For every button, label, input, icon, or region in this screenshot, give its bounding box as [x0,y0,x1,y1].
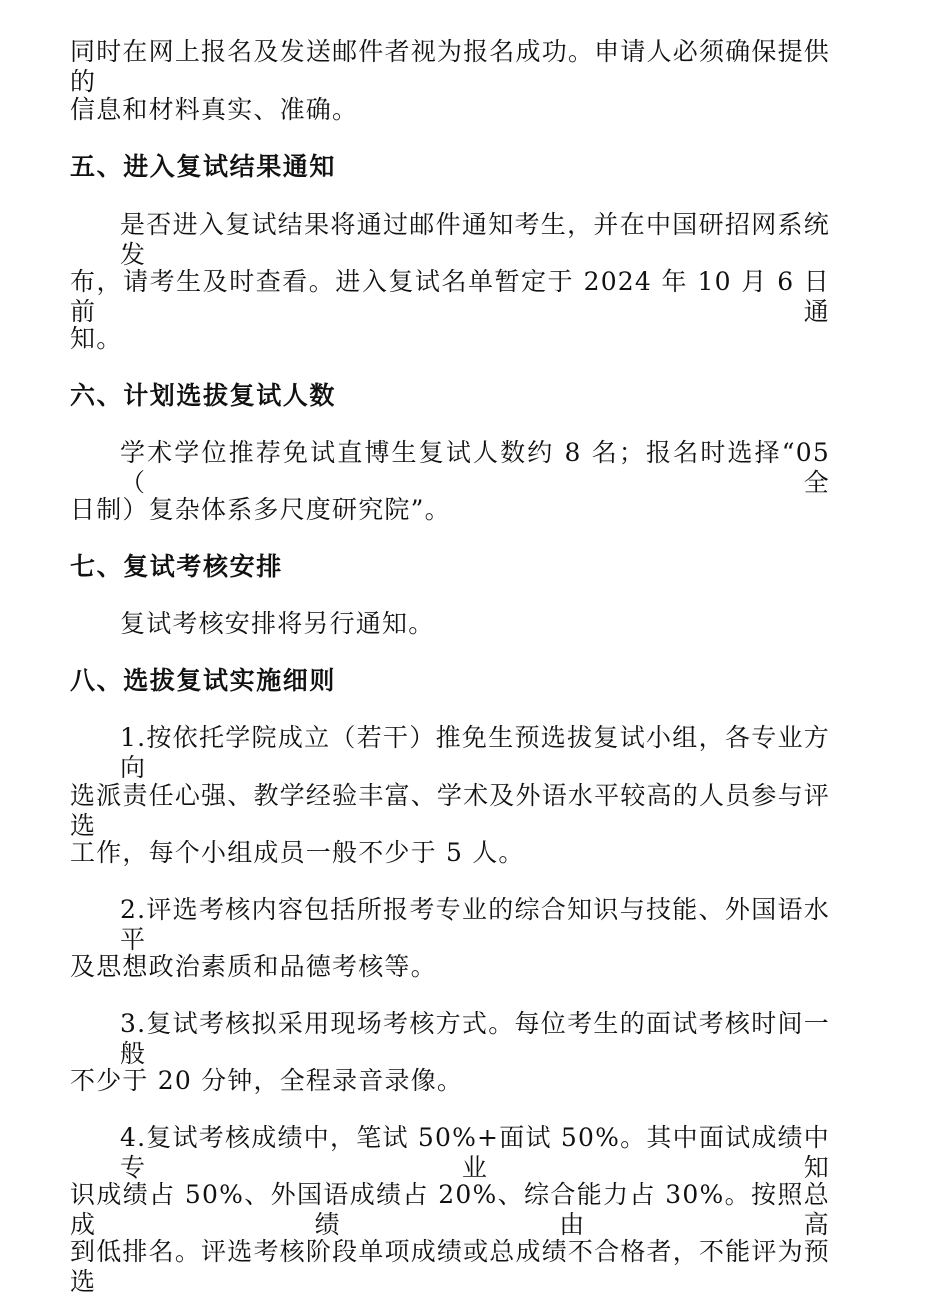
paragraph-line: 信息和材料真实、准确。 [70,95,359,124]
list-item-line: 到低排名。评选考核阶段单项成绩或总成绩不合格者，不能评为预选 [70,1237,830,1296]
list-item-line: 不少于 20 分钟，全程录音录像。 [70,1066,464,1095]
section-heading-7: 七、复试考核安排 [70,552,283,581]
paragraph-line: 复试考核安排将另行通知。 [120,609,435,638]
list-item-line: 2.评选考核内容包括所报考专业的综合知识与技能、外国语水平 [120,895,830,954]
list-item-line: 选派责任心强、教学经验丰富、学术及外语水平较高的人员参与评选 [70,781,830,840]
paragraph-line: 同时在网上报名及发送邮件者视为报名成功。申请人必须确保提供的 [70,37,830,96]
paragraph-line: 学术学位推荐免试直博生复试人数约 8 名；报名时选择“05（全 [120,438,830,497]
list-item-line: 1.按依托学院成立（若干）推免生预选拔复试小组，各专业方向 [120,723,830,782]
paragraph-line: 知。 [70,324,123,353]
paragraph-line: 布，请考生及时查看。进入复试名单暂定于 2024 年 10 月 6 日前通 [70,267,830,326]
section-heading-5: 五、进入复试结果通知 [70,152,337,181]
list-item-line: 及思想政治素质和品德考核等。 [70,952,437,981]
paragraph-line: 是否进入复试结果将通过邮件通知考生，并在中国研招网系统发 [120,210,830,269]
list-item-line: 3.复试考核拟采用现场考核方式。每位考生的面试考核时间一般 [120,1009,830,1068]
list-item-line: 识成绩占 50%、外国语成绩占 20%、综合能力占 30%。按照总成绩由高 [70,1180,830,1239]
paragraph-line: 日制）复杂体系多尺度研究院”。 [70,495,451,524]
list-item-line: 工作，每个小组成员一般不少于 5 人。 [70,838,525,867]
list-item-line: 4.复试考核成绩中，笔试 50%+面试 50%。其中面试成绩中专业知 [120,1123,830,1182]
section-heading-8: 八、选拔复试实施细则 [70,666,337,695]
section-heading-6: 六、计划选拔复试人数 [70,381,337,410]
